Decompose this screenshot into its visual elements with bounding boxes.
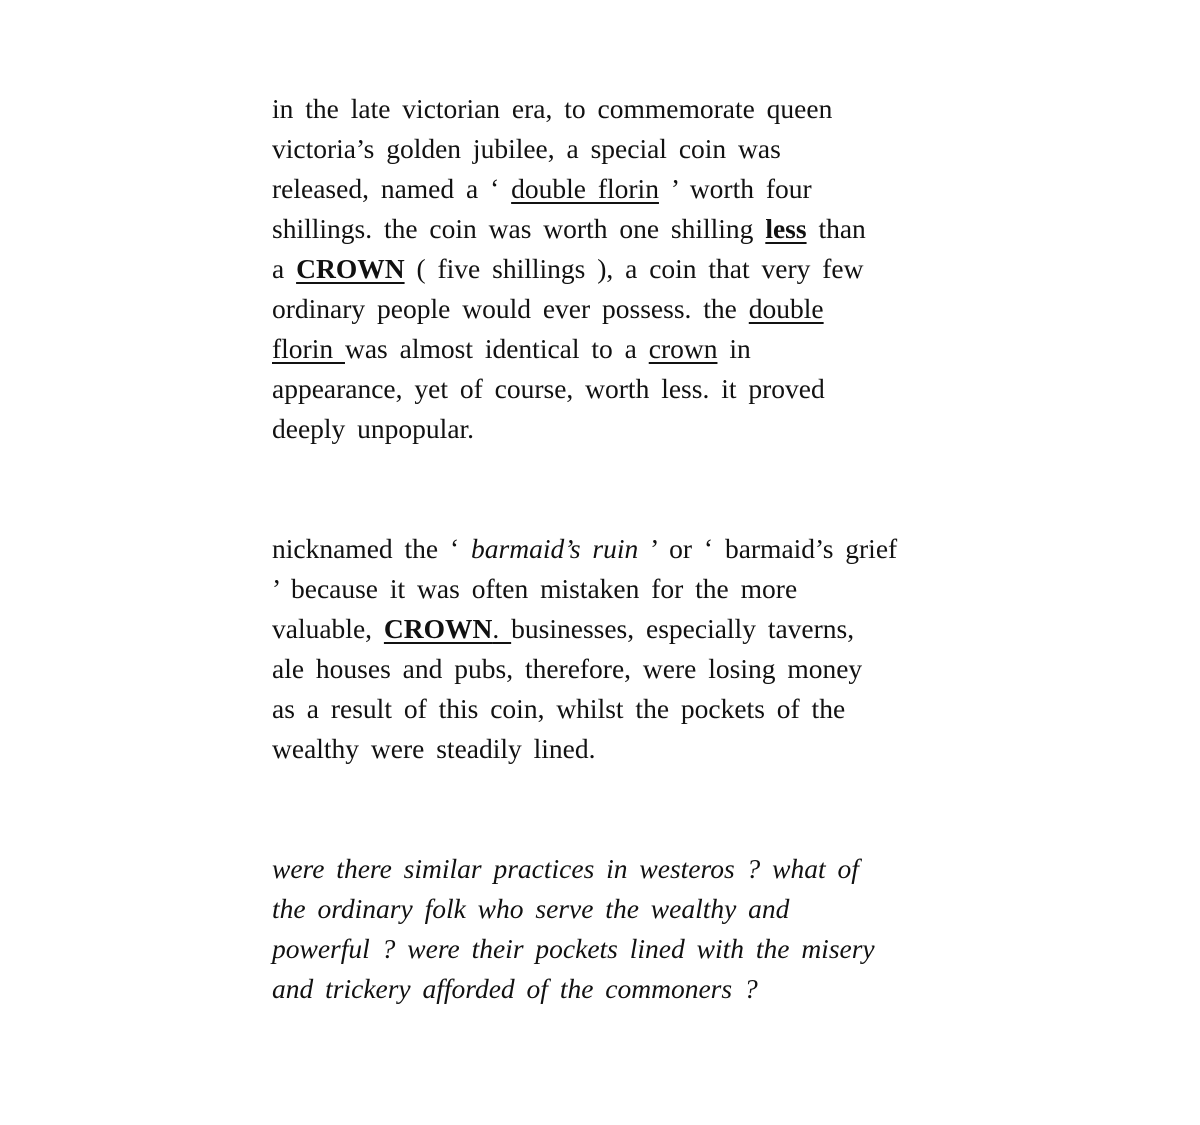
text-line bbox=[272, 329, 972, 369]
bold-underlined-term-crown: CROWN bbox=[296, 253, 405, 284]
text-segment: deeply unpopular. bbox=[272, 413, 475, 444]
text-segment: released, named a ‘ bbox=[272, 173, 512, 204]
text-line bbox=[272, 369, 972, 409]
paragraph-westeros-question bbox=[272, 849, 972, 1009]
text-segment: ordinary people would ever possess. the bbox=[272, 293, 749, 324]
bold-underlined-term-crown: CROWN bbox=[383, 613, 493, 644]
underlined-term-crown: crown bbox=[648, 333, 718, 364]
text-segment: businesses, especially taverns, bbox=[511, 613, 855, 644]
text-segment: were there similar practices in westeros ? what of bbox=[272, 853, 859, 884]
bold-underlined-term-less: less bbox=[765, 213, 807, 244]
text-line bbox=[272, 249, 972, 289]
text-line bbox=[272, 649, 972, 689]
underlined-term-florin: florin bbox=[272, 333, 345, 364]
text-line bbox=[272, 129, 972, 169]
text-segment: nicknamed the ‘ bbox=[272, 533, 472, 564]
text-segment: ’ because it was often mistaken for the more bbox=[272, 573, 798, 604]
text-segment: as a result of this coin, whilst the pockets of the bbox=[272, 693, 846, 724]
text-line bbox=[272, 969, 972, 1009]
text-segment: was almost identical to a bbox=[344, 333, 649, 364]
paragraph-double-florin bbox=[272, 89, 972, 449]
text-segment: ’ or ‘ barmaid’s grief bbox=[638, 533, 898, 564]
text-line bbox=[272, 209, 972, 249]
text-segment: valuable, bbox=[272, 613, 384, 644]
text-segment: ( five shillings ), a coin that very few bbox=[404, 253, 864, 284]
text-segment: and trickery afforded of the commoners ? bbox=[272, 973, 758, 1004]
text-line bbox=[272, 889, 972, 929]
text-segment: a bbox=[272, 253, 297, 284]
text-line bbox=[272, 409, 972, 449]
text-segment: ale houses and pubs, therefore, were losing money bbox=[272, 653, 863, 684]
text-segment: shillings. the coin was worth one shilling bbox=[272, 213, 766, 244]
text-line bbox=[272, 529, 972, 569]
text-segment: powerful ? were their pockets lined with the misery bbox=[272, 933, 875, 964]
underlined-term-double-florin: double florin bbox=[511, 173, 659, 204]
text-line bbox=[272, 849, 972, 889]
text-line bbox=[272, 569, 972, 609]
text-segment: ’ worth four bbox=[658, 173, 812, 204]
underlined-punctuation: . bbox=[492, 613, 512, 644]
text-segment: victoria’s golden jubilee, a special coin was bbox=[272, 133, 781, 164]
text-line bbox=[272, 289, 972, 329]
text-segment: wealthy were steadily lined. bbox=[272, 733, 596, 764]
text-line bbox=[272, 689, 972, 729]
text-line bbox=[272, 929, 972, 969]
text-line bbox=[272, 89, 972, 129]
italic-term-barmaids-ruin: barmaid’s ruin bbox=[471, 533, 639, 564]
text-segment: appearance, yet of course, worth less. it proved bbox=[272, 373, 825, 404]
paragraph-barmaids-ruin bbox=[272, 529, 972, 769]
text-segment: the ordinary folk who serve the wealthy and bbox=[272, 893, 790, 924]
text-segment: in bbox=[717, 333, 751, 364]
text-line bbox=[272, 729, 972, 769]
underlined-term-double: double bbox=[748, 293, 824, 324]
text-line bbox=[272, 609, 972, 649]
text-segment: in the late victorian era, to commemorate queen bbox=[272, 93, 833, 124]
text-segment: than bbox=[806, 213, 866, 244]
text-line bbox=[272, 169, 972, 209]
